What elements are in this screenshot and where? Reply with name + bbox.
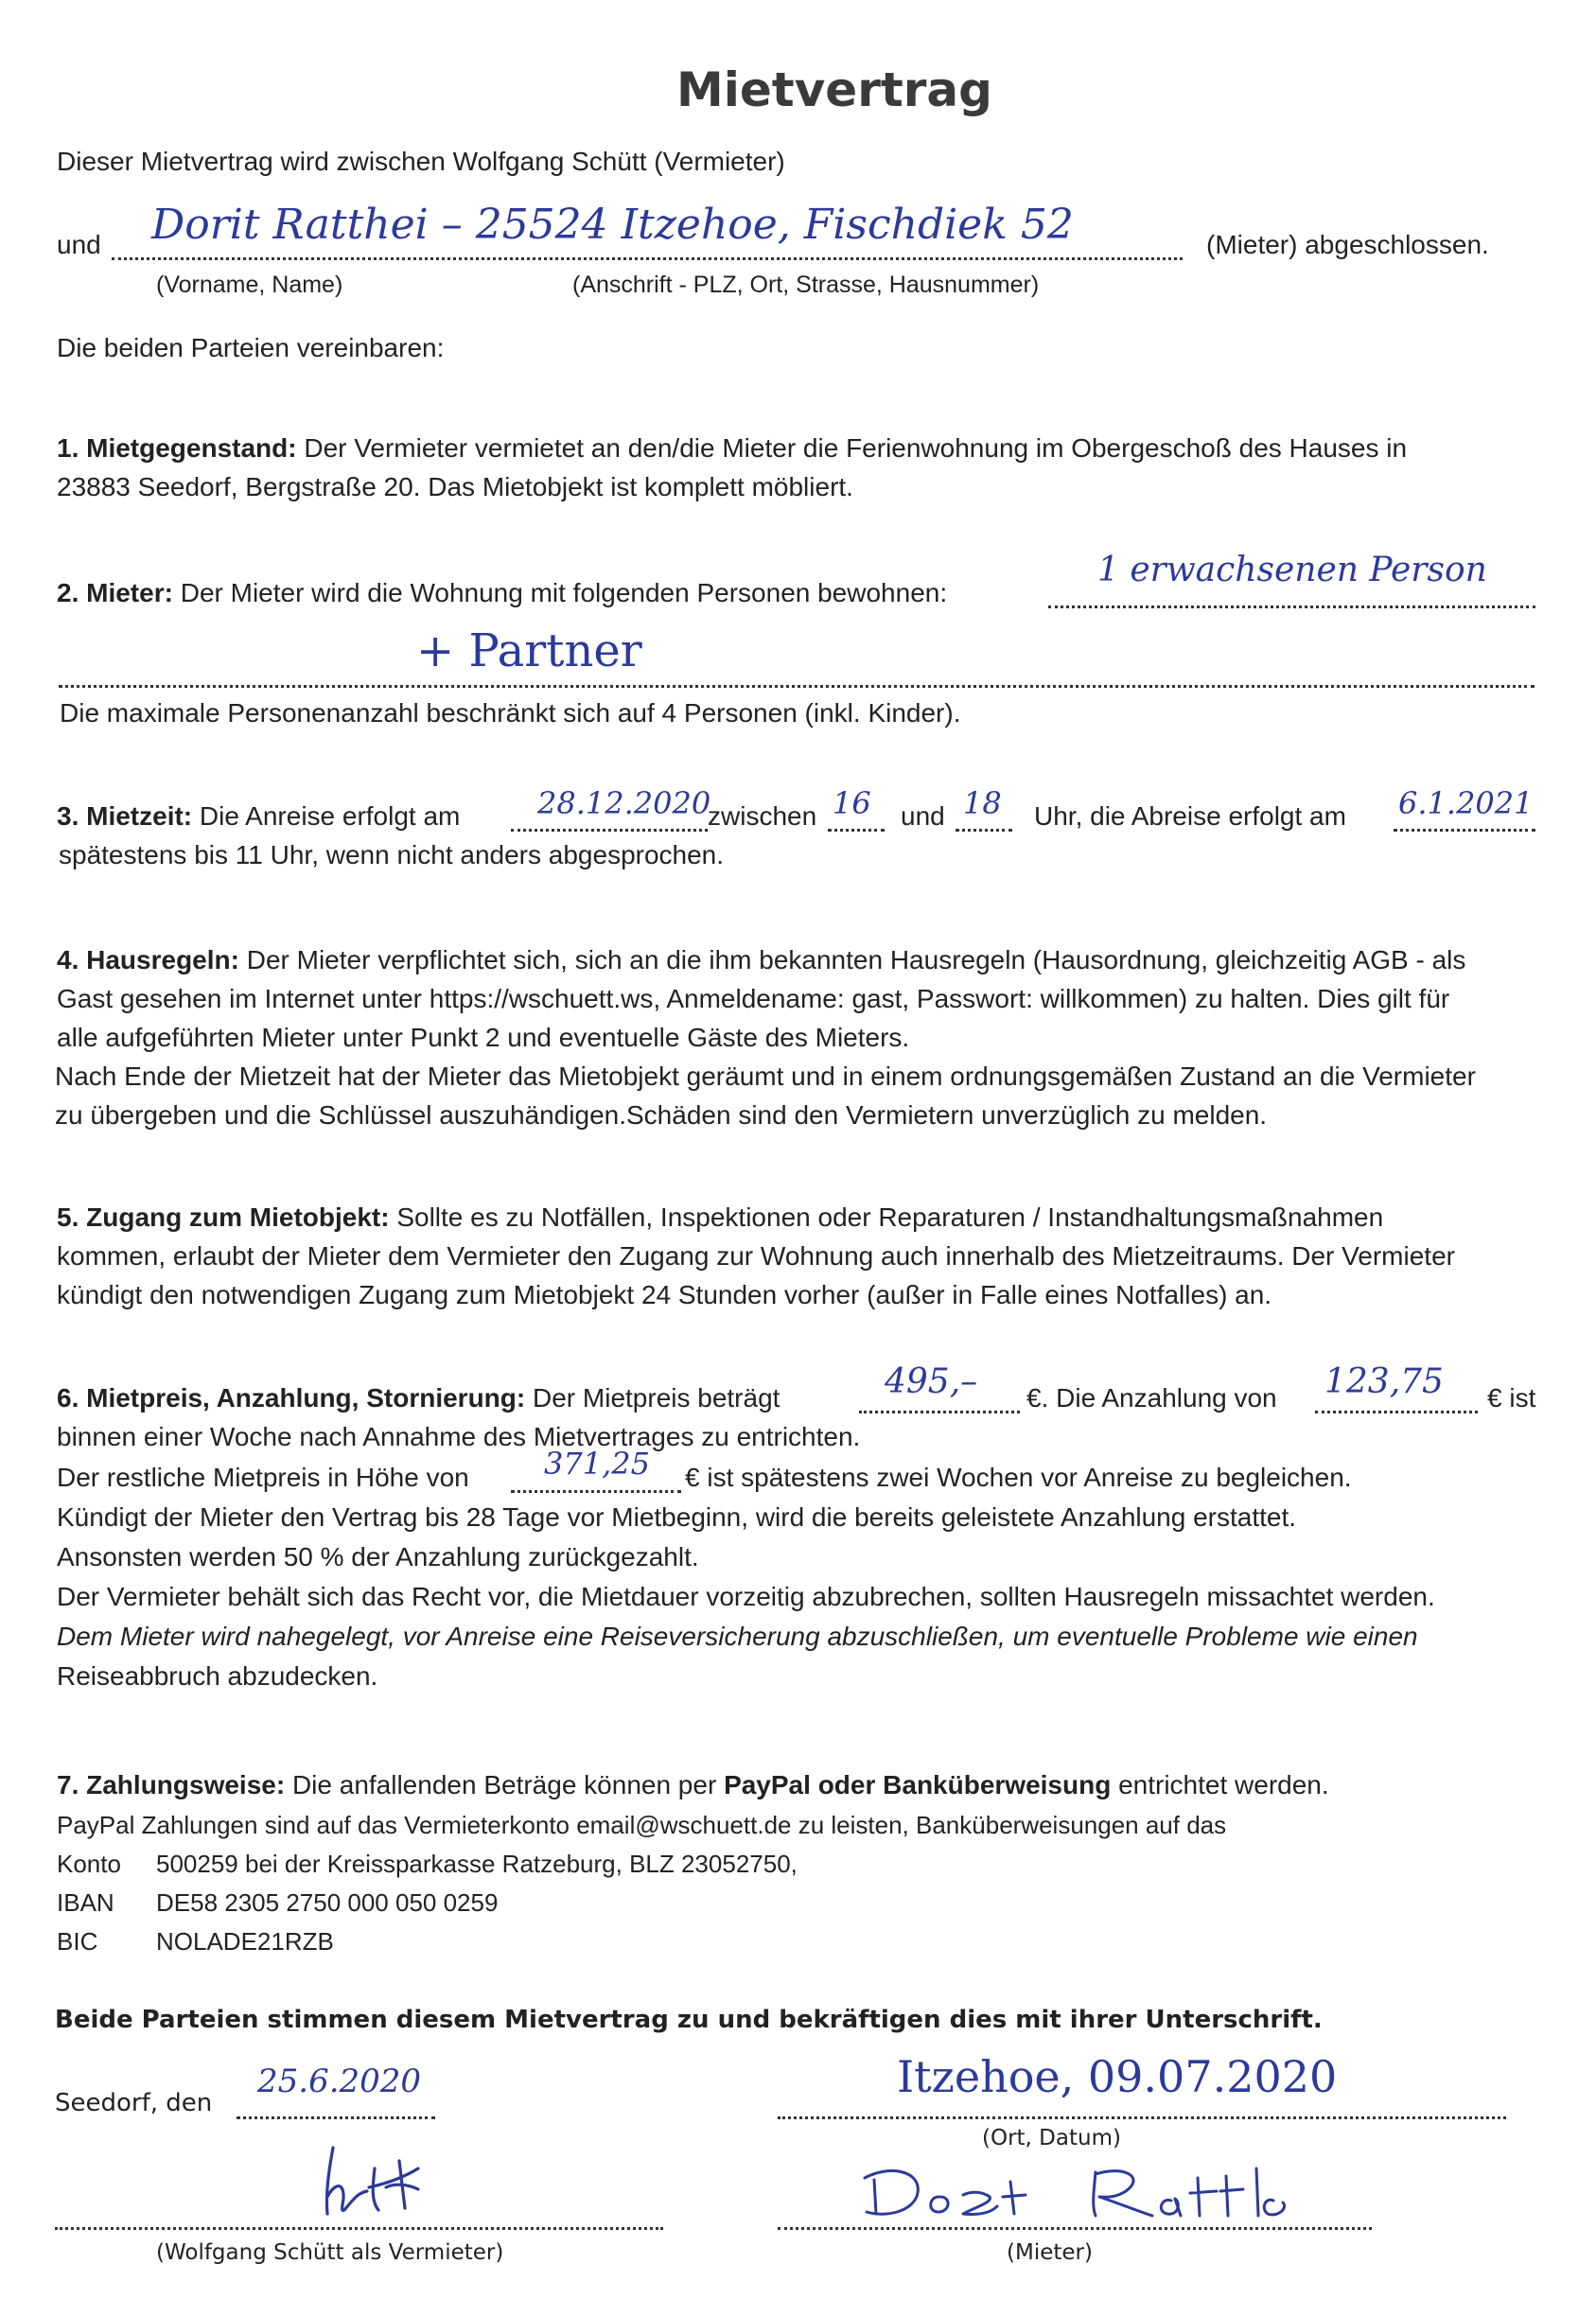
section-3-line2: spätestens bis 11 Uhr, wenn nicht anders abgesprochen. (59, 840, 725, 869)
section-7-t2: entrichtet werden. (1111, 1770, 1329, 1799)
section-7-line2: PayPal Zahlungen sind auf das Vermieterkonto email@wschuett.de zu leisten, Banküberweisungen auf das (57, 1811, 1227, 1839)
section-5-text: Sollte es zu Notfällen, Inspektionen oder Reparaturen / Instandhaltungsmaßnahmen (389, 1202, 1384, 1232)
departure-date-handwritten: 6.1.2021 (1398, 785, 1534, 821)
section-4-text: Der Mieter verpflichtet sich, sich an die ihm bekannten Hausregeln (Hausordnung, gleichzeitig AGB - als (238, 945, 1466, 974)
section-4-line4: Nach Ende der Mietzeit hat der Mieter das Mietobjekt geräumt und in einem ordnungsgemäßen Zustand an die Vermieter (55, 1062, 1476, 1091)
section-2-line1 (57, 573, 947, 612)
bic-label: BIC (57, 1927, 98, 1956)
section-6-line1 (57, 1378, 780, 1417)
section-7-heading: 7. Zahlungsweise: (57, 1770, 286, 1799)
section-5-line2: kommen, erlaubt der Mieter dem Vermieter den Zugang zur Wohnung auch innerhalb des Mietzeitraums. Der Vermieter (57, 1241, 1455, 1271)
section-5-line1 (57, 1198, 1383, 1237)
to-hour-handwritten: 18 (963, 785, 1002, 821)
hint-ort-datum: (Ort, Datum) (982, 2126, 1121, 2150)
persons-handwritten-1: 1 erwachsenen Person (1097, 551, 1487, 589)
section-2-text: Der Mieter wird die Wohnung mit folgenden Personen bewohnen: (172, 578, 948, 607)
section-6-line5: Ansonsten werden 50 % der Anzahlung zurückgezahlt. (57, 1542, 699, 1571)
place-left: Seedorf, den (55, 2089, 213, 2117)
to-dotted-line (956, 825, 1012, 832)
section-6-heading: 6. Mietpreis, Anzahlung, Stornierung: (57, 1383, 526, 1413)
section-6-line7: Dem Mieter wird nahegelegt, vor Anreise eine Reiseversicherung abzuschließen, um eventuelle Probleme wie einen (57, 1622, 1418, 1651)
hint-address: (Anschrift - PLZ, Ort, Strasse, Hausnummer) (572, 272, 1040, 298)
deposit-dotted-line (1315, 1407, 1478, 1413)
hint-mieter: (Mieter) (1007, 2240, 1093, 2265)
section-4-line2: Gast gesehen im Internet unter https://wschuett.ws, Anmeldename: gast, Passwort: willkommen) zu halten. Dies gilt für (57, 984, 1450, 1013)
section-5-line3: kündigt den notwendigen Zugang zum Mietobjekt 24 Stunden vorher (außer in Falle eines Notfalles) an. (57, 1280, 1272, 1309)
section-4-line5: zu übergeben und die Schlüssel auszuhändigen.Schäden sind den Vermietern unverzüglich zu melden. (55, 1100, 1268, 1130)
section-3-t3: und (901, 801, 945, 831)
section-1-line2: 23883 Seedorf, Bergstraße 20. Das Mietobjekt ist komplett möbliert. (57, 472, 853, 501)
from-hour-handwritten: 16 (833, 785, 871, 821)
section-6-l3b: € ist spätestens zwei Wochen vor Anreise zu begleichen. (685, 1463, 1352, 1492)
section-3-t2: zwischen (708, 801, 817, 831)
signature-tenant-icon (851, 2159, 1381, 2235)
section-6-l3a: Der restliche Mietpreis in Höhe von (57, 1463, 469, 1492)
date-left-handwritten: 25.6.2020 (257, 2062, 422, 2100)
departure-dotted-line (1394, 825, 1535, 832)
landlord-signature-line (55, 2223, 663, 2230)
deposit-handwritten: 123,75 (1324, 1362, 1444, 1401)
section-2-line3: Die maximale Personenanzahl beschränkt sich auf 4 Personen (inkl. Kinder). (60, 698, 961, 728)
section-4-line3: alle aufgeführten Mieter unter Punkt 2 und eventuelle Gäste des Mieters. (57, 1023, 910, 1052)
rest-handwritten: 371,25 (544, 1446, 650, 1482)
persons-handwritten-2: + Partner (416, 624, 642, 677)
agree-intro: Die beiden Parteien vereinbaren: (57, 333, 445, 362)
rest-dotted-line (511, 1486, 681, 1493)
signature-landlord-icon (312, 2140, 454, 2223)
tenant-handwritten: Dorit Ratthei – 25524 Itzehoe, Fischdiek 52 (151, 201, 1074, 249)
section-4-line1 (57, 940, 1465, 979)
section-7-t1: Die anfallenden Beträge können per (285, 1770, 725, 1799)
section-6-t2: €. Die Anzahlung von (1026, 1383, 1277, 1413)
from-dotted-line (828, 825, 885, 832)
section-3-t1: Die Anreise erfolgt am (192, 801, 461, 831)
persons-dotted-line-2 (59, 681, 1535, 688)
section-1-line1 (57, 429, 1407, 467)
price-handwritten: 495,– (885, 1362, 978, 1401)
konto-value: 500259 bei der Kreissparkasse Ratzeburg, BLZ 23052750, (156, 1850, 798, 1878)
section-5-heading: 5. Zugang zum Mietobjekt: (57, 1202, 390, 1232)
section-6-t1: Der Mietpreis beträgt (525, 1383, 780, 1413)
section-4-heading: 4. Hausregeln: (57, 945, 239, 974)
section-6-line4: Kündigt der Mieter den Vertrag bis 28 Tage vor Mietbeginn, wird die bereits geleistete Anzahlung erstattet. (57, 1502, 1297, 1532)
iban-value: DE58 2305 2750 000 050 0259 (156, 1888, 499, 1917)
section-3-heading: 3. Mietzeit: (57, 801, 193, 831)
hint-name: (Vorname, Name) (156, 272, 343, 298)
section-6-line6: Der Vermieter behält sich das Recht vor, die Mietdauer vorzeitig abzubrechen, sollten Hausregeln missachtet werden. (57, 1582, 1435, 1611)
section-6-line8: Reiseabbruch abzudecken. (57, 1661, 378, 1691)
place-date-right-handwritten: Itzehoe, 09.07.2020 (897, 2051, 1338, 2102)
mieter-abgeschlossen: (Mieter) abgeschlossen. (1206, 230, 1489, 259)
intro-text: Dieser Mietvertrag wird zwischen Wolfgang Schütt (Vermieter) (57, 147, 785, 176)
place-date-right-dotted-line (778, 2113, 1506, 2119)
closing-statement: Beide Parteien stimmen diesem Mietvertrag zu und bekräftigen dies mit ihrer Unterschrift. (55, 2006, 1323, 2034)
section-3-line1 (57, 797, 460, 835)
section-6-line2: binnen einer Woche nach Annahme des Mietvertrages zu entrichten. (57, 1422, 861, 1451)
arrival-dotted-line (511, 825, 708, 832)
section-2-heading: 2. Mieter: (57, 578, 173, 607)
section-7-line1 (57, 1765, 1329, 1804)
hint-vermieter: (Wolfgang Schütt als Vermieter) (156, 2240, 504, 2265)
document-title: Mietvertrag (676, 62, 992, 117)
section-1-text: Der Vermieter vermietet an den/die Mieter die Ferienwohnung im Obergeschoß des Hauses in (296, 433, 1408, 463)
arrival-date-handwritten: 28.12.2020 (537, 785, 711, 821)
section-1-heading: 1. Mietgegenstand: (57, 433, 297, 463)
section-7-bold: PayPal oder Banküberweisung (724, 1770, 1112, 1799)
persons-dotted-line-1 (1048, 602, 1535, 608)
konto-label: Konto (57, 1850, 121, 1878)
date-left-dotted-line (237, 2113, 435, 2119)
section-6-t3: € ist (1487, 1383, 1536, 1413)
price-dotted-line (859, 1407, 1020, 1413)
section-3-t4: Uhr, die Abreise erfolgt am (1034, 801, 1346, 831)
tenant-dotted-line (112, 254, 1183, 260)
bic-value: NOLADE21RZB (156, 1927, 334, 1956)
iban-label: IBAN (57, 1888, 114, 1917)
und-label: und (57, 230, 101, 259)
